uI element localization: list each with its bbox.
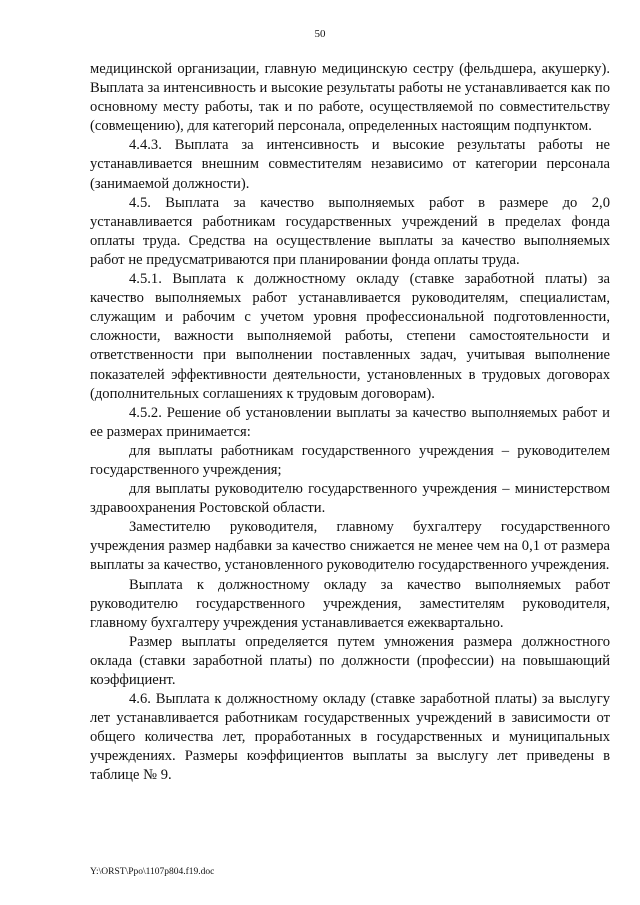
paragraph-deputy-reduction: Заместителю руководителя, главному бухгалтеру государственного учреждения размер надбавки за качество снижается не менее чем на 0,1 от размера выплаты за качество, установленного руководителю государственного учреждения. (90, 519, 610, 574)
paragraph-4-5-2: 4.5.2. Решение об установлении выплаты за качество выполняемых работ и ее размерах принимается: (90, 404, 610, 440)
document-body (90, 60, 610, 786)
paragraph-4-5: 4.5. Выплата за качество выполняемых работ в размере до 2,0 устанавливается работникам государственных учреждений в пределах фонда оплаты труда. Средства на осуществление выплаты за качество выполняемых работ не предусматриваются при планировании фонда оплаты труда. (90, 194, 610, 268)
paragraph-4-5-1: 4.5.1. Выплата к должностному окладу (ставке заработной платы) за качество выполняемых работ устанавливается руководителям, специалистам, служащим и рабочим с учетом уровня профессиональной подготовленности, сложности, важности выполняемой работы, степени самостоятельности и ответственности при выполнении поставленных задач, учитывая выполнение показателей эффективности деятельности, установленных в трудовых договорах (дополнительных соглашениях к трудовым договорам). (90, 271, 610, 402)
paragraph-4-6: 4.6. Выплата к должностному окладу (ставке заработной платы) за выслугу лет устанавливается работникам государственных учреждений в зависимости от общего количества лет, проработанных в государственных и муниципальных учреждениях. Размеры коэффициентов выплаты за выслугу лет приведены в таблице № 9. (90, 691, 610, 784)
paragraph-employees-decision: для выплаты работникам государственного учреждения – руководителем государственного учреждения; (90, 442, 610, 478)
footer-file-path: Y:\ORST\Ppo\1107p804.f19.doc (90, 867, 215, 877)
paragraph-4-4-3: 4.4.3. Выплата за интенсивность и высокие результаты работы не устанавливается внешним совместителям независимо от категории персонала (занимаемой должности). (90, 137, 610, 192)
paragraph-amount-definition: Размер выплаты определяется путем умножения размера должностного оклада (ставки заработной платы) по должности (профессии) на повышающий коэффициент. (90, 633, 610, 688)
paragraph-head-decision: для выплаты руководителю государственного учреждения – министерством здравоохранения Ростовской области. (90, 481, 610, 517)
paragraph-quarterly: Выплата к должностному окладу за качество выполняемых работ руководителю государственного учреждения, заместителям руководителя, главному бухгалтеру учреждения устанавливается ежеквартально. (90, 576, 610, 631)
paragraph-continuation: медицинской организации, главную медицинскую сестру (фельдшера, акушерку). Выплата за интенсивность и высокие результаты работы не устанавливается как по основному месту работы, так и по работе, осуществляемой по совместительству (совмещению), для категорий персонала, определенных настоящим подпунктом. (90, 61, 610, 135)
page-number: 50 (314, 28, 326, 40)
